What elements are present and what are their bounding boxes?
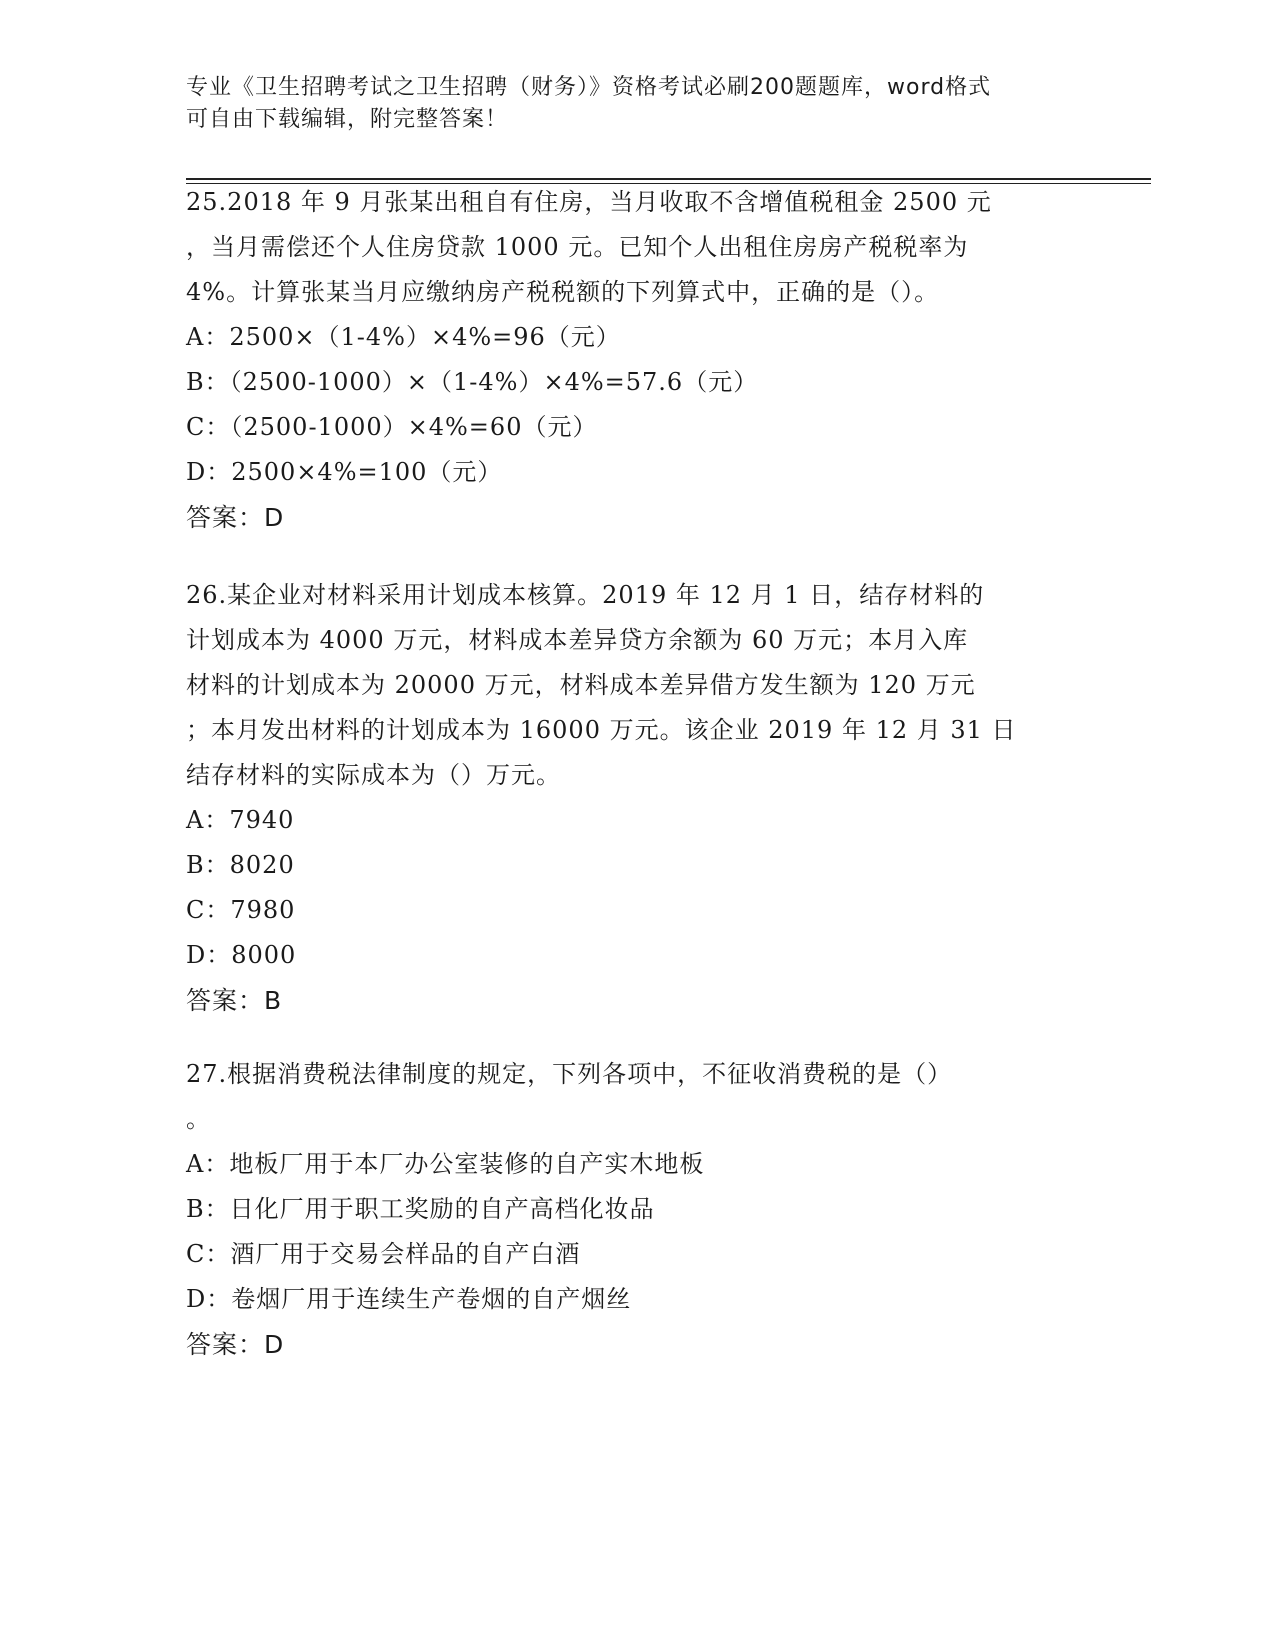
option-d: D：卷烟厂用于连续生产卷烟的自产烟丝 (186, 1285, 632, 1313)
question-text-line: 25.2018 年 9 月张某出租自有住房，当月收取不含增值税租金 2500 元 (186, 188, 992, 216)
option-b: B：日化厂用于职工奖励的自产高档化妆品 (186, 1195, 655, 1223)
question-text-line: 计划成本为 4000 万元，材料成本差异贷方余额为 60 万元；本月入库 (186, 626, 969, 654)
answer: 答案：B (186, 986, 283, 1015)
question-25 (186, 180, 1086, 540)
header-line-1: 专业《卫生招聘考试之卫生招聘（财务）》资格考试必刷200题题库，word格式 (186, 75, 992, 100)
question-text-line: ，当月需偿还个人住房贷款 1000 元。已知个人出租住房房产税税率为 (186, 233, 969, 261)
option-a: A：地板厂用于本厂办公室装修的自产实木地板 (186, 1150, 705, 1178)
option-b: B：（2500-1000）×（1-4%）×4%=57.6（元） (186, 368, 759, 396)
question-text-line: 结存材料的实际成本为（）万元。 (186, 761, 561, 789)
question-text-line: 4%。计算张某当月应缴纳房产税税额的下列算式中，正确的是（）。 (186, 278, 940, 306)
option-c: C：7980 (186, 896, 296, 924)
option-d: D：2500×4%=100（元） (186, 458, 503, 486)
option-a: A：7940 (186, 806, 295, 834)
document-header (186, 72, 1066, 136)
question-26 (186, 573, 1086, 1023)
question-text-line: 27.根据消费税法律制度的规定，下列各项中，不征收消费税的是（） (186, 1060, 953, 1088)
question-text-line: ；本月发出材料的计划成本为 16000 万元。该企业 2019 年 12 月 31 日 (186, 716, 1017, 744)
option-a: A：2500×（1-4%）×4%=96（元） (186, 323, 621, 351)
question-text-line: 。 (186, 1105, 211, 1133)
question-text-line: 26.某企业对材料采用计划成本核算。2019 年 12 月 1 日，结存材料的 (186, 581, 985, 609)
answer: 答案：D (186, 1330, 285, 1359)
option-c: C：（2500-1000）×4%=60（元） (186, 413, 598, 441)
header-line-2: 可自由下载编辑，附完整答案！ (186, 107, 509, 132)
question-text-line: 材料的计划成本为 20000 万元，材料成本差异借方发生额为 120 万元 (186, 671, 976, 699)
question-27 (186, 1052, 1086, 1367)
option-b: B：8020 (186, 851, 295, 879)
answer: 答案：D (186, 503, 285, 532)
option-d: D：8000 (186, 941, 297, 969)
option-c: C：酒厂用于交易会样品的自产白酒 (186, 1240, 581, 1268)
